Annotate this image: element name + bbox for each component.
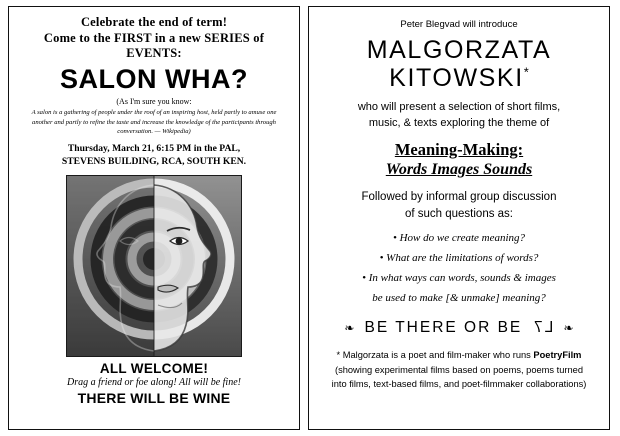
footnote-text-pre: * Malgorzata is a poet and film-maker who runs [336,350,534,361]
all-welcome-line: ALL WELCOME! [99,360,209,376]
introducer-line: Peter Blegvad will introduce [400,19,518,30]
presentation-line-1: who will present a selection of short films, [357,101,561,113]
discussion-line-1: Followed by informal group discussion [361,190,557,203]
guest-name-first: MALGORZATA [366,36,552,64]
event-venue-line: STEVENS BUILDING, RCA, SOUTH KEN. [61,155,247,167]
series-line: Come to the FIRST in a new SERIES of EVENTS: [43,31,265,60]
target-face-artwork [66,175,242,357]
salon-title: SALON WHA? [60,64,248,94]
theme-title: Meaning-Making: [394,139,524,159]
right-panel [308,6,610,430]
bring-a-friend-line: Drag a friend or foe along! All will be fine! [67,376,241,388]
footnote-line-3: into films, text-based films, and poet-filmmaker collaborations) [331,379,587,390]
salon-definition-quote: A salon is a gathering of people under the roof of an inspiring host, held partly to amuse one another and partly to refine the taste and increase the knowledge of the participants through conversation. — Wikipedia) [31,109,277,136]
question-item: • In what ways can words, sounds & images [362,272,556,285]
footnote-star-marker: * [523,64,529,80]
footnote [321,349,597,391]
footnote-line-2: (showing experimental films based on poems, poems turned [334,364,584,375]
flipped-square-text: L7 [532,319,554,337]
be-there-or-be-square-line [319,319,599,337]
there-will-be-wine-line: THERE WILL BE WINE [77,389,231,406]
guest-name-last: KITOWSKI [389,64,524,92]
question-item: be used to make [& unmake] meaning? [372,292,546,305]
questions-list [323,230,595,307]
footnote-line-1 [321,349,597,362]
presentation-line-2: music, & texts exploring the theme of [368,116,550,129]
guest-name-last-row [319,64,599,92]
target-face-illustration [66,175,242,357]
celebrate-line: Celebrate the end of term! [80,15,228,29]
poetryfilm-label: PoetryFilm [533,350,582,361]
question-item: • What are the limitations of words? [379,252,539,265]
left-panel [8,6,300,430]
right-ornament-icon: ❧ [563,321,574,336]
be-there-text: BE THERE OR BE [364,319,523,337]
event-date-line: Thursday, March 21, 6:15 PM in the PAL, [67,142,241,154]
left-ornament-icon: ❧ [344,321,355,336]
as-you-know-line: (As I'm sure you know: [116,97,192,107]
question-item: • How do we create meaning? [392,232,526,245]
discussion-line-2: of such questions as: [404,207,514,220]
theme-subtitle: Words Images Sounds [385,160,533,178]
